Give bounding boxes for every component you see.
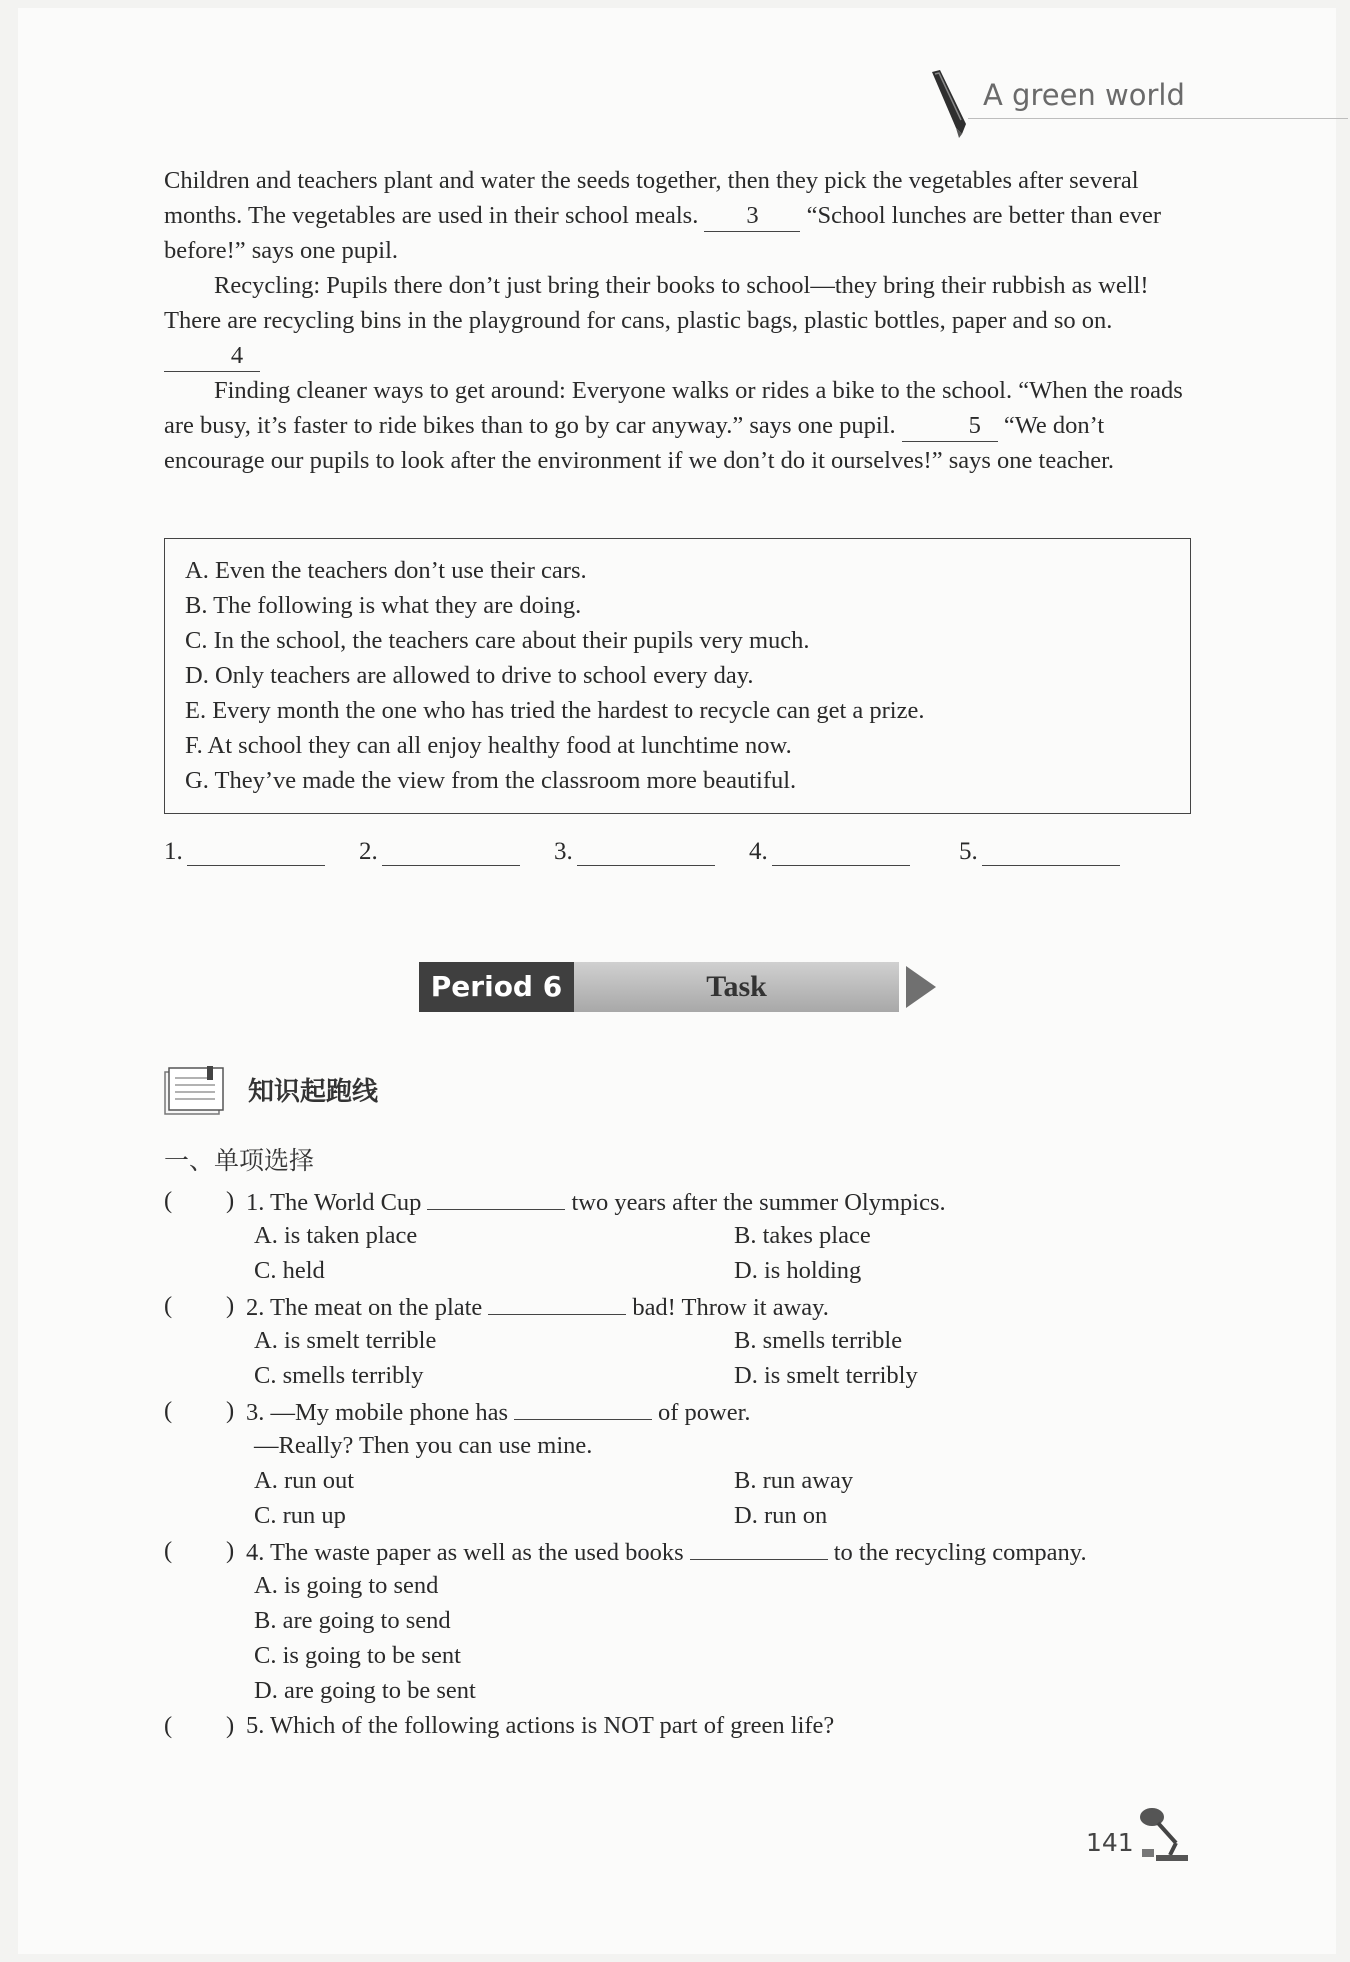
question-3-line2: —Really? Then you can use mine. (254, 1432, 593, 1459)
pen-icon (926, 68, 974, 138)
choice-3d[interactable]: D. run on (734, 1502, 828, 1529)
knowledge-title: 知识起跑线 (248, 1077, 379, 1107)
option-e: E. Every month the one who has tried the hardest to recycle can get a prize. (185, 697, 925, 724)
answer-2[interactable]: 2. (359, 838, 520, 866)
options-box (164, 538, 1191, 814)
option-a: A. Even the teachers don’t use their cars. (185, 557, 587, 584)
choice-1c[interactable]: C. held (254, 1257, 325, 1284)
blank-4: 4 (164, 341, 260, 372)
option-d: D. Only teachers are allowed to drive to school every day. (185, 662, 754, 689)
passage (164, 163, 1194, 478)
choice-4b[interactable]: B. are going to send (254, 1607, 451, 1634)
option-f: F. At school they can all enjoy healthy food at lunchtime now. (185, 732, 792, 759)
choice-3a[interactable]: A. run out (254, 1467, 355, 1494)
lamp-icon (1136, 1803, 1192, 1863)
period-label: Period 6 (419, 962, 574, 1012)
choice-2b[interactable]: B. smells terrible (734, 1327, 903, 1354)
book-icon (163, 1066, 227, 1118)
option-b: B. The following is what they are doing. (185, 592, 582, 619)
choice-1d[interactable]: D. is holding (734, 1257, 862, 1284)
choice-1a[interactable]: A. is taken place (254, 1222, 418, 1249)
option-g: G. They’ve made the view from the classroom more beautiful. (185, 767, 797, 794)
choice-4c[interactable]: C. is going to be sent (254, 1642, 461, 1669)
period-banner (419, 962, 939, 1012)
option-c: C. In the school, the teachers care about their pupils very much. (185, 627, 810, 654)
period-name: Task (574, 962, 899, 1012)
answer-1[interactable]: 1. (164, 838, 325, 866)
header-title: A green world (983, 78, 1185, 112)
passage-paragraph-3: Finding cleaner ways to get around: Everyone walks or rides a bike to the school. “When the roads are busy, it’s faster to ride bikes than to go by car anyway.” says one pupil. 5 “We don’t encourage our pupils to look after the environment if we don’t do it ourselves!” says one teacher. (164, 377, 1183, 474)
answer-blank[interactable] (488, 1288, 626, 1315)
blank-5: 5 (902, 411, 998, 442)
choice-2d[interactable]: D. is smelt terribly (734, 1362, 918, 1389)
passage-paragraph-1: Children and teachers plant and water the seeds together, then they pick the vegetables after several months. The vegetables are used in their school meals. 3 “School lunches are better than ever before!” says one pupil. (164, 167, 1161, 264)
answer-4[interactable]: 4. (749, 838, 910, 866)
choice-2c[interactable]: C. smells terribly (254, 1362, 424, 1389)
page-number: 141 (1086, 1828, 1134, 1857)
choice-2a[interactable]: A. is smelt terrible (254, 1327, 437, 1354)
answer-blank[interactable] (427, 1183, 565, 1210)
passage-paragraph-2: Recycling: Pupils there don’t just bring their books to school—they bring their rubbish as well! There are recycling bins in the playground for cans, plastic bags, plastic bottles, paper and so on. 4 (164, 268, 1194, 373)
blank-3: 3 (704, 201, 800, 232)
header-rule (968, 118, 1348, 119)
answer-blank[interactable] (514, 1393, 652, 1420)
section-title: 一、单项选择 (164, 1146, 315, 1175)
choice-4a[interactable]: A. is going to send (254, 1572, 439, 1599)
answer-row (164, 838, 1204, 878)
arrow-right-icon (906, 966, 936, 1008)
choice-3c[interactable]: C. run up (254, 1502, 346, 1529)
answer-5[interactable]: 5. (959, 838, 1120, 866)
choice-1b[interactable]: B. takes place (734, 1222, 871, 1249)
page: A green world Children and teachers plant and water the seeds together, then they pick the vegetables after several months. The vegetables are used in their school meals. 3 “School lunches are better than ever before!” says one pupil. Recycling: Pupils there don’t just bring their books to school—they bring their rubbish as well! There are recycling bins in the playground for cans, plastic bags, plastic bottles, paper and so on. 4 Finding cleaner ways to get around: Everyone walks or rides a bike to the school. “When the roads are busy, it’s faster to ride bikes than to go by car anyway.” says one pupil. 5 “We don’t encourage our pupils to look after the environment if we don’t do it ourselves!” says one teacher. A. Even the teachers don’t use their cars. B. The following is what they are doing. C. In the school, the teachers care about their pupils very much. D. Only teachers are allowed to drive to school every day. E. Every month the one who has tried the hardest to recycle can get a prize. F. At school they can all enjoy healthy food at lunchtime now. G. They’ve made the view from the classroom more beautiful. 1. 2. 3. 4. 5. Period 6 Task 知识起跑线 一、单项选择 ( ) 1. The World Cup two years after the summer Olympics. A. is taken place B. takes place C. held D. is holding ( ) 2. The meat on the plate bad! Throw it away. A. is smelt terrible B. smells terrible C. smells terribly D. is smelt terribly ( ) 3. —My mobile phone has of power. —Really? Then you can use mine. A. run out B. run away C. run up D. run on ( ) 4. The waste paper as well as the used books to the recycling company. A. is going to send B. are going to send C. is going to be sent D. are going to be sent ( ) 5. Which of the following actions is NOT part of green life? 141 (18, 8, 1336, 1954)
answer-blank[interactable] (690, 1533, 828, 1560)
choice-4d[interactable]: D. are going to be sent (254, 1677, 476, 1704)
answer-3[interactable]: 3. (554, 838, 715, 866)
choice-3b[interactable]: B. run away (734, 1467, 854, 1494)
